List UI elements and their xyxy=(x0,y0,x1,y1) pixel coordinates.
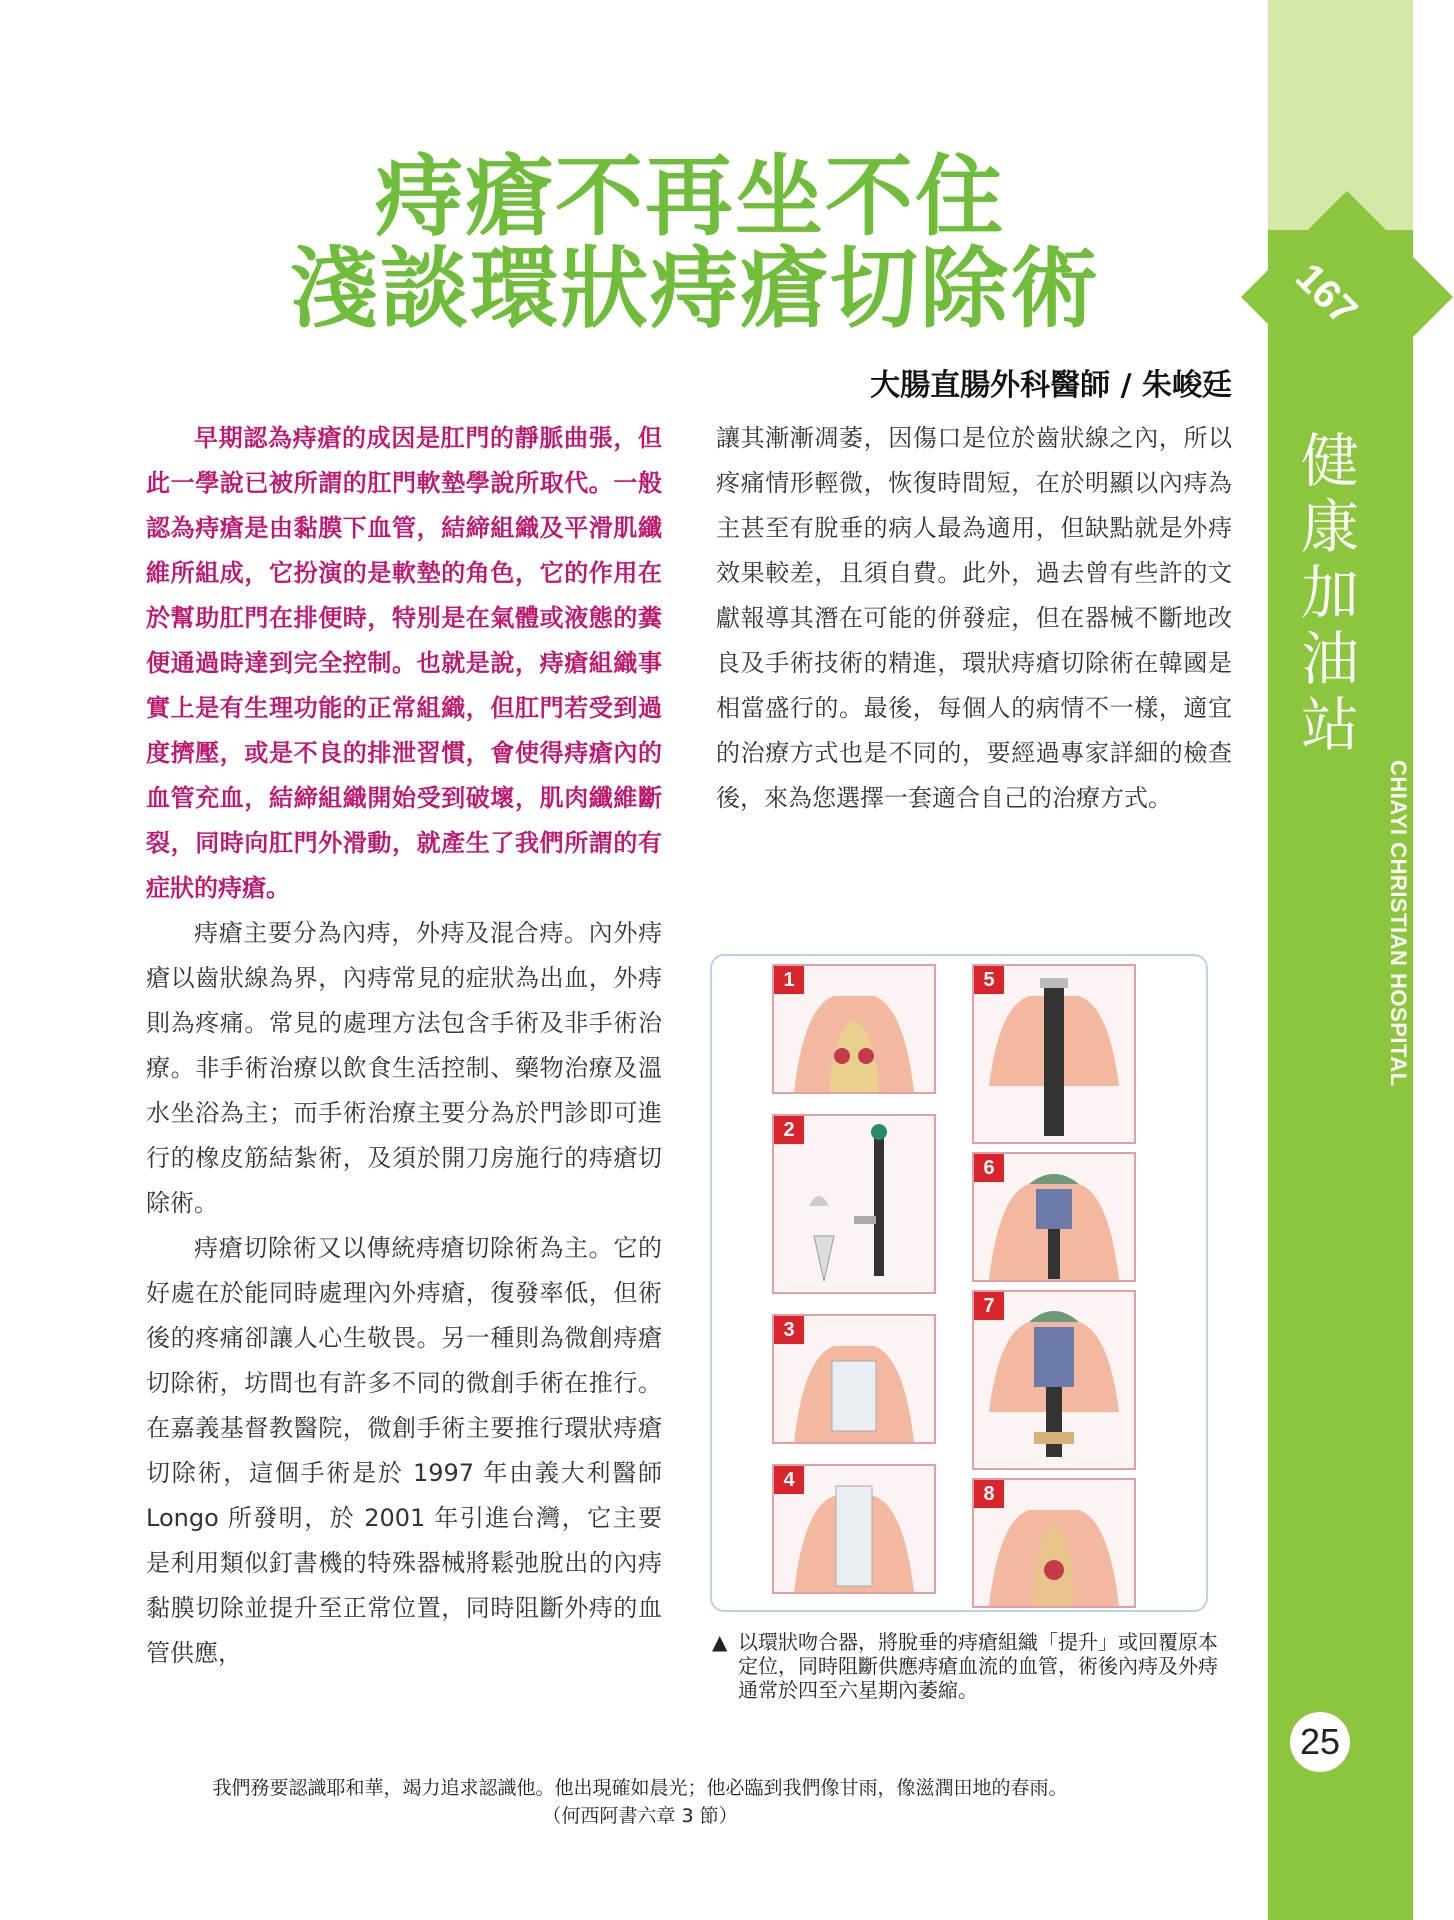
procedure-figure xyxy=(710,954,1208,1612)
figure-panel xyxy=(972,1152,1136,1282)
panel-number: 3 xyxy=(774,1316,804,1344)
right-column xyxy=(716,416,1232,821)
panel-number: 4 xyxy=(774,1466,804,1494)
verse-reference: （何西阿書六章 3 節） xyxy=(542,1805,738,1827)
article-title: 痔瘡不再坐不住 xyxy=(374,144,1005,248)
body-paragraph: 痔瘡切除術又以傳統痔瘡切除術為主。它的好處在於能同時處理內外痔瘡，復發率低，但術後的疼痛卻讓人心生敬畏。另一種則為微創痔瘡切除術，坊間也有許多不同的微創手術在推行。在嘉義基督教醫院，微創手術主要推行環狀痔瘡切除術，這個手術是於 1997 年由義大利醫師 Longo 所發明，於 2001 年引進台灣，它主要是利用類似釘書機的特殊器械將鬆弛脫出的內痔黏膜切除並提升至正常位置，同時阻斷外痔的血管供應， xyxy=(146,1234,662,1667)
verse-text: 我們務要認識耶和華，竭力追求認識他。他出現確如晨光；他必臨到我們像甘雨，像滋潤田地的春雨。 xyxy=(212,1777,1068,1799)
caption-text: 以環狀吻合器，將脫垂的痔瘡組織「提升」或回覆原本定位，同時阻斷供應痔瘡血流的血管，術後內痔及外痔通常於四至六星期內萎縮。 xyxy=(738,1630,1218,1702)
issue-date: 2016.5 xyxy=(1410,760,1454,883)
panel-number: 5 xyxy=(974,966,1004,994)
figure-panel xyxy=(972,1290,1136,1470)
page-number: 25 xyxy=(1290,1712,1350,1772)
issue-number: 167 xyxy=(1287,254,1366,334)
footer-verse xyxy=(140,1774,1140,1830)
figure-panel xyxy=(772,1464,936,1594)
left-column xyxy=(146,416,662,1676)
article-subtitle: 淺談環狀痔瘡切除術 xyxy=(289,236,1100,340)
hospital-name: CHIAYI CHRISTIAN HOSPITAL xyxy=(1386,760,1411,1087)
panel-number: 7 xyxy=(974,1292,1004,1320)
figure-panel xyxy=(972,964,1136,1144)
body-paragraph: 痔瘡主要分為內痔，外痔及混合痔。內外痔瘡以齒狀線為界，內痔常見的症狀為出血，外痔則為疼痛。常見的處理方法包含手術及非手術治療。非手術治療以飲食生活控制、藥物治療及溫水坐浴為主；而手術治療主要分為於門診即可進行的橡皮筋結紮術，及須於開刀房施行的痔瘡切除術。 xyxy=(146,919,662,1217)
panel-number: 6 xyxy=(974,1154,1004,1182)
figure-caption xyxy=(712,1630,1222,1702)
intro-paragraph: 早期認為痔瘡的成因是肛門的靜脈曲張，但此一學說已被所謂的肛門軟墊學說所取代。一般認為痔瘡是由黏膜下血管，結締組織及平滑肌纖維所組成，它扮演的是軟墊的角色，它的作用在於幫助肛門在排便時，特別是在氣體或液態的糞便通過時達到完全控制。也就是說，痔瘡組織事實上是有生理功能的正常組織，但肛門若受到過度擠壓，或是不良的排泄習慣，會使得痔瘡內的血管充血，結締組織開始受到破壞，肌肉纖維斷裂，同時向肛門外滑動，就產生了我們所謂的有症狀的痔瘡。 xyxy=(146,424,662,902)
figure-panel xyxy=(772,1314,936,1444)
article-author: 大腸直腸外科醫師 / 朱峻廷 xyxy=(870,368,1232,403)
body-paragraph: 讓其漸漸凋萎，因傷口是位於齒狀線之內，所以疼痛情形輕微，恢復時間短，在於明顯以內痔為主甚至有脫垂的病人最為適用，但缺點就是外痔效果較差，且須自費。此外，過去曾有些許的文獻報導其潛在可能的併發症，但在器械不斷地改良及手術技術的精進，環狀痔瘡切除術在韓國是相當盛行的。最後，每個人的病情不一樣，適宜的治療方式也是不同的，要經過專家詳細的檢查後，來為您選擇一套適合自己的治療方式。 xyxy=(716,424,1232,812)
figure-panel xyxy=(772,964,936,1094)
publication-info xyxy=(1364,760,1454,1180)
caption-triangle-icon: ▲ xyxy=(712,1630,728,1654)
panel-number: 8 xyxy=(974,1480,1004,1508)
panel-number: 1 xyxy=(774,966,804,994)
figure-panel xyxy=(772,1114,936,1294)
section-title: 健康加油站 xyxy=(1300,427,1359,759)
panel-number: 2 xyxy=(774,1116,804,1144)
figure-panel xyxy=(972,1478,1136,1608)
